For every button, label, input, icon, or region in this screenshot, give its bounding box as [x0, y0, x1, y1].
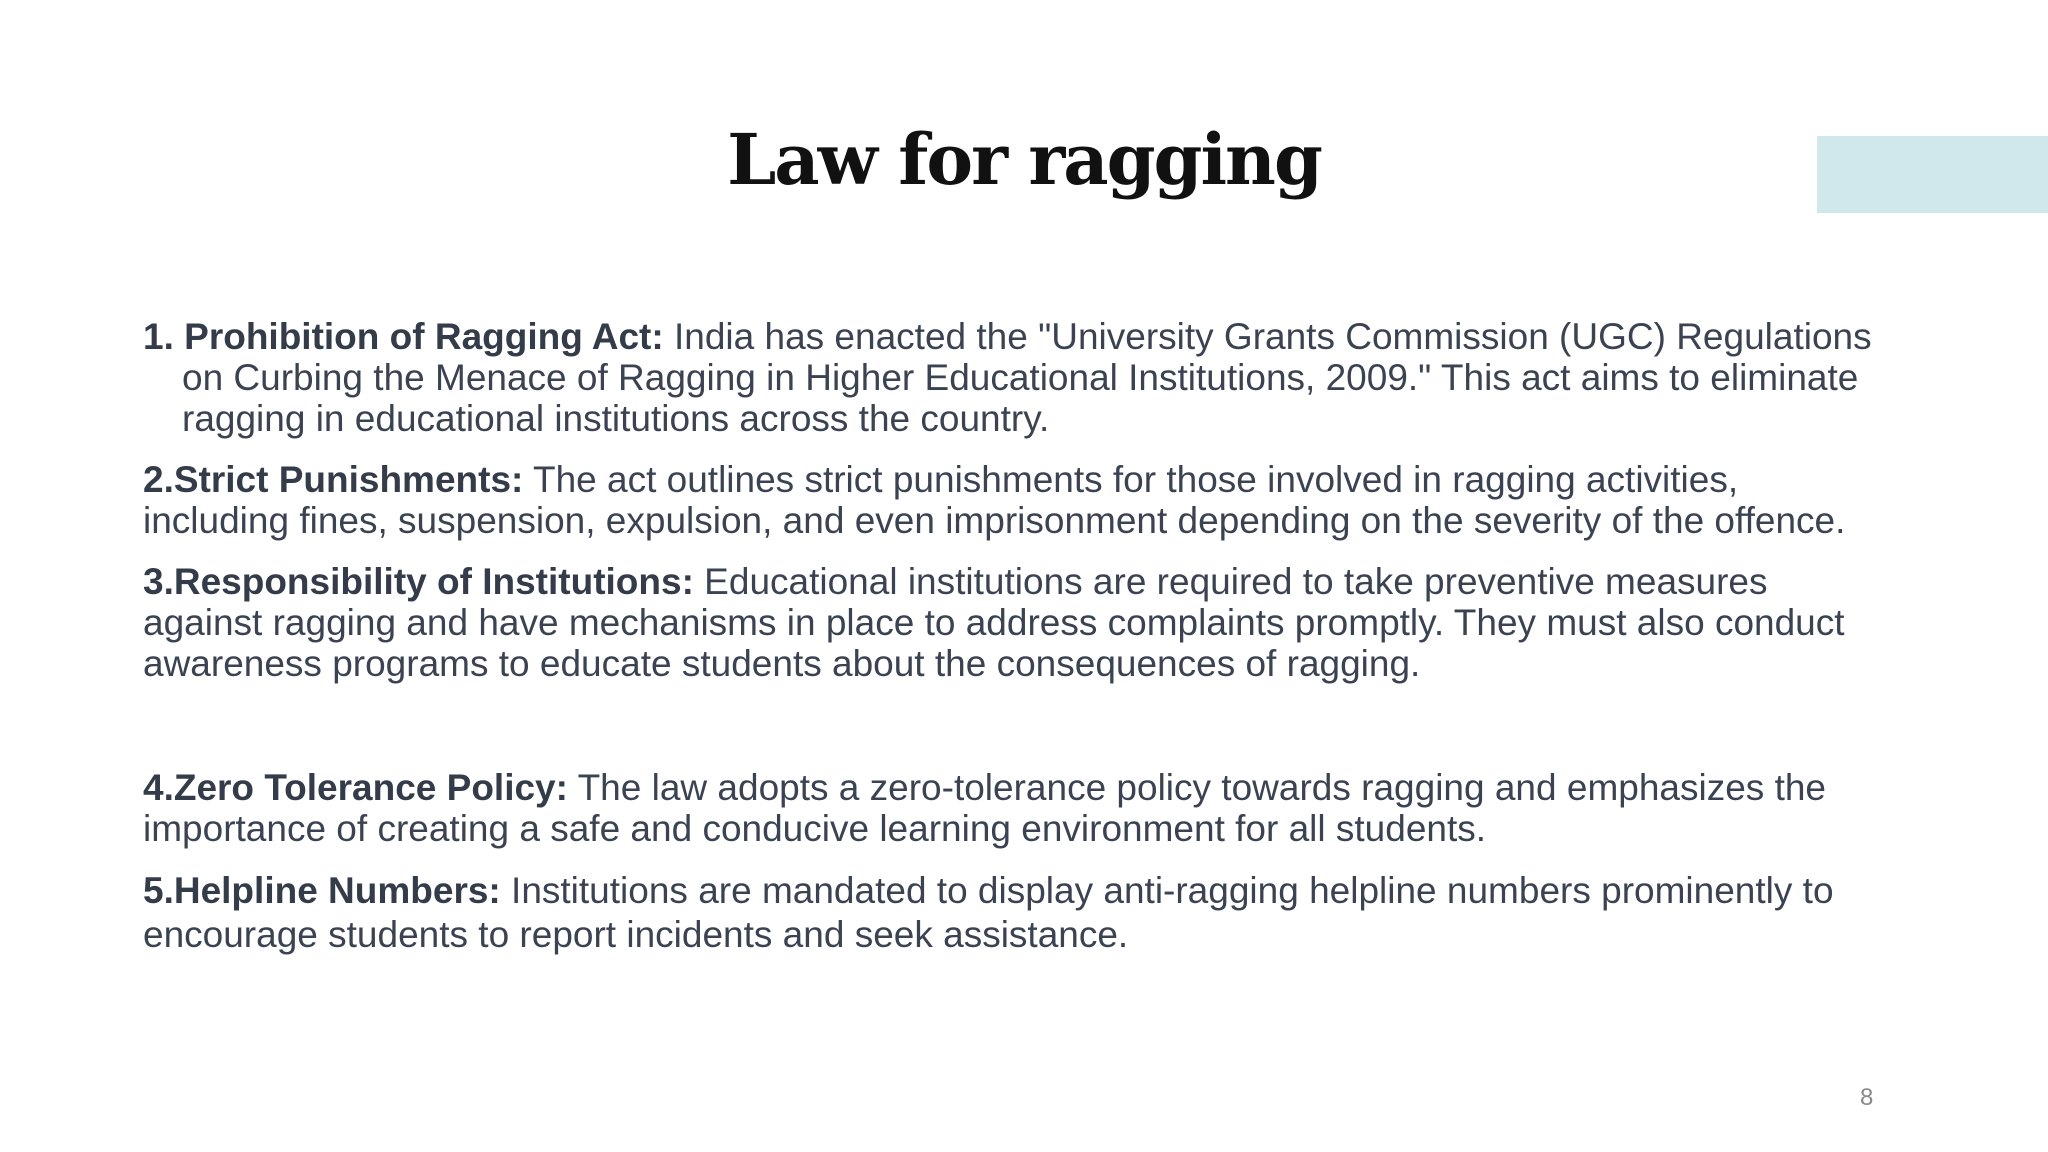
item-text: Institutions are mandated to display anti-ragging helpline numbers prominently to encourage students to report incidents and seek assistance. [143, 870, 1834, 955]
item-heading: 1. Prohibition of Ragging Act: [143, 316, 664, 357]
law-item-zero-tolerance [143, 767, 1883, 849]
law-item-institution-responsibility [143, 561, 1883, 684]
item-heading: 2.Strict Punishments: [143, 459, 524, 500]
page-number: 8 [1860, 1084, 1874, 1111]
item-text: Educational institutions are required to take preventive measures against ragging and have mechanisms in place to address complaints promptly. They must also conduct awareness programs to educate students about the consequences of ragging. [143, 561, 1845, 684]
law-item-helpline-numbers [143, 869, 1883, 957]
law-item-strict-punishments [143, 459, 1883, 541]
item-heading: 3.Responsibility of Institutions: [143, 561, 694, 602]
slide-title: Law for ragging [727, 118, 1321, 201]
item-text: The act outlines strict punishments for those involved in ragging activities, including fines, suspension, expulsion, and even imprisonment depending on the severity of the offence. [143, 459, 1846, 541]
item-heading: 4.Zero Tolerance Policy: [143, 767, 568, 808]
item-text: The law adopts a zero-tolerance policy towards ragging and emphasizes the importance of creating a safe and conducive learning environment for all students. [143, 767, 1827, 849]
slide-body [143, 316, 1883, 977]
item-text: India has enacted the "University Grants Commission (UGC) Regulations on Curbing the Menace of Ragging in Higher Educational Institutions, 2009." This act aims to eliminate ragging in educational institutions across the country. [182, 316, 1872, 439]
law-item-prohibition-act [143, 316, 1883, 439]
item-heading: 5.Helpline Numbers: [143, 870, 501, 911]
